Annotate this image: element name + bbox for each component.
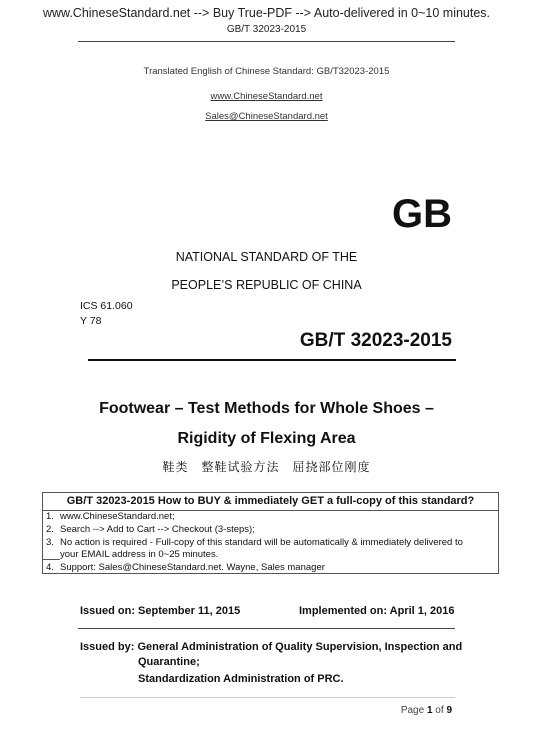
header-divider xyxy=(78,41,455,42)
site-banner: www.ChineseStandard.net --> Buy True-PDF --> Auto-delivered in 0~10 minutes. xyxy=(42,6,491,20)
step-number: 2. xyxy=(46,524,54,535)
national-standard-line-1: NATIONAL STANDARD OF THE xyxy=(175,250,358,264)
issuer-line-3: Standardization Administration of PRC. xyxy=(138,673,344,685)
issued-on-date: Issued on: September 11, 2015 xyxy=(80,605,241,617)
title-chinese: 鞋类 整鞋试验方法 屈挠部位刚度 xyxy=(162,460,371,474)
website-link[interactable]: www.ChineseStandard.net xyxy=(210,91,323,102)
purchase-step xyxy=(46,511,175,522)
email-link[interactable]: Sales@ChineseStandard.net xyxy=(205,111,328,122)
step-text: Search --> Add to Cart --> Checkout (3-steps); xyxy=(60,524,255,535)
issuer-line-2: Quarantine; xyxy=(138,656,200,668)
website-link-row xyxy=(0,86,533,104)
step-text: No action is required - Full-copy of this standard will be automatically & immediately delivered to xyxy=(60,537,463,548)
step-text[interactable]: www.ChineseStandard.net; xyxy=(60,511,175,522)
page-total: 9 xyxy=(446,705,452,716)
purchase-step-continuation xyxy=(60,549,218,560)
step-text: Support: Sales@ChineseStandard.net. Wayne, Sales manager xyxy=(60,562,325,573)
standard-number-divider xyxy=(88,359,456,361)
gb-mark: GB xyxy=(392,192,452,236)
national-standard-line-2: PEOPLE’S REPUBLIC OF CHINA xyxy=(171,278,362,292)
title-line-2: Rigidity of Flexing Area xyxy=(177,430,356,447)
email-link-row xyxy=(0,106,533,124)
purchase-step xyxy=(46,562,325,573)
issuer-line-1: Issued by: General Administration of Quality Supervision, Inspection and xyxy=(80,641,463,653)
footer-divider xyxy=(80,697,455,698)
translation-note: Translated English of Chinese Standard: GB/T32023-2015 xyxy=(143,66,390,77)
step-number: 1. xyxy=(46,511,54,522)
dates-divider xyxy=(78,628,455,629)
classification-code: Y 78 xyxy=(80,315,102,327)
standard-number: GB/T 32023-2015 xyxy=(299,330,452,351)
ics-code: ICS 61.060 xyxy=(80,300,133,312)
page-current: 1 xyxy=(426,705,433,716)
step-text: your EMAIL address in 0~25 minutes. xyxy=(60,549,219,560)
step-number: 4. xyxy=(46,562,54,573)
page-of: of xyxy=(432,705,447,716)
step-number: 3. xyxy=(46,537,54,548)
implemented-on-date: Implemented on: April 1, 2016 xyxy=(299,605,455,617)
purchase-instructions-box xyxy=(42,492,499,574)
title-line-1: Footwear – Test Methods for Whole Shoes – xyxy=(99,400,434,417)
page-number xyxy=(0,705,452,716)
purchase-step xyxy=(46,537,463,548)
page-prefix: Page xyxy=(400,705,427,716)
header-standard-code: GB/T 32023-2015 xyxy=(226,24,307,35)
purchase-step xyxy=(46,524,255,535)
purchase-heading: GB/T 32023-2015 How to BUY & immediately GET a full-copy of this standard? xyxy=(66,495,475,507)
step-divider xyxy=(43,559,60,560)
